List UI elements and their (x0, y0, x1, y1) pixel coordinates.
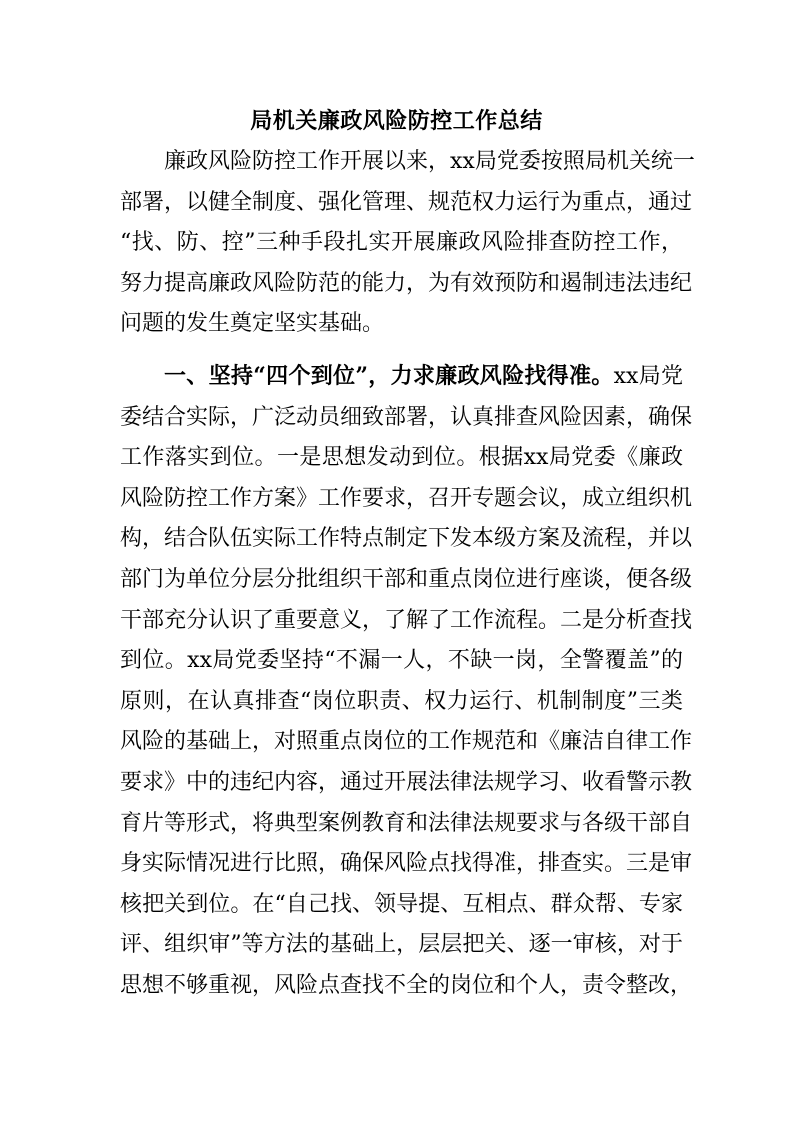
paragraph-line: 努力提高廉政风险防范的能力，为有效预防和遏制违法违纪 (120, 270, 693, 296)
paragraph-line: 干部充分认识了重要意义，了解了工作流程。二是分析查找 (120, 607, 693, 633)
paragraph-line: 核把关到位。在“自己找、领导提、互相点、群众帮、专家 (120, 891, 683, 917)
paragraph-section-one (120, 356, 693, 1007)
paragraph-line: 风险防控工作方案》工作要求，召开专题会议，成立组织机 (120, 485, 693, 511)
document-title: 局机关廉政风险防控工作总结 (250, 108, 543, 134)
paragraph-line: 原则，在认真排查“岗位职责、权力运行、机制制度”三类 (120, 688, 683, 714)
section-heading: 一、坚持“四个到位”，力求廉政风险找得准。 (164, 363, 614, 389)
paragraph-line: 工作落实到位。一是思想发动到位。根据xx局党委《廉政 (120, 445, 683, 471)
paragraph-line: “找、防、控”三种手段扎实开展廉政风险排查防控工作， (120, 230, 683, 256)
paragraph-line: 问题的发生奠定坚实基础。 (120, 311, 385, 337)
paragraph-intro (120, 142, 695, 345)
paragraph-line: 育片等形式，将典型案例教育和法律法规要求与各级干部自 (120, 810, 693, 836)
paragraph-line: 部门为单位分层分批组织干部和重点岗位进行座谈，便各级 (120, 566, 693, 592)
section-first-line (120, 356, 683, 398)
paragraph-line: 部署，以健全制度、强化管理、规范权力运行为重点，通过 (120, 189, 693, 215)
paragraph-line: 身实际情况进行比照，确保风险点找得准，排查实。三是审 (120, 851, 693, 877)
paragraph-line: 委结合实际，广泛动员细致部署，认真排查风险因素，确保 (120, 404, 693, 430)
paragraph-line: 评、组织审”等方法的基础上，层层把关、逐一审核，对于 (120, 932, 683, 958)
paragraph-line: 廉政风险防控工作开展以来，xx局党委按照局机关统一 (164, 149, 695, 174)
paragraph-line: 思想不够重视，风险点查找不全的岗位和个人，责令整改， (120, 972, 693, 998)
section-heading-continuation: xx局党 (613, 364, 683, 389)
paragraph-line: 要求》中的违纪内容，通过开展法律法规学习、收看警示教 (120, 769, 693, 795)
paragraph-line: 到位。xx局党委坚持“不漏一人，不缺一岗，全警覆盖”的 (120, 648, 683, 674)
paragraph-line: 风险的基础上，对照重点岗位的工作规范和《廉洁自律工作 (120, 729, 693, 755)
paragraph-line: 构，结合队伍实际工作特点制定下发本级方案及流程，并以 (120, 526, 693, 552)
